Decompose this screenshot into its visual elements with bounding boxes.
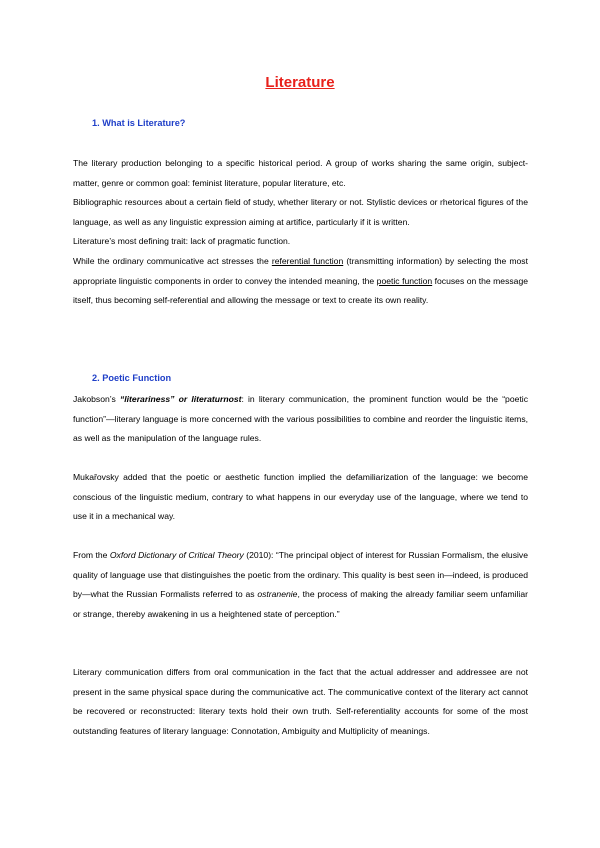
text-run: focuses on the message itself, thus becoming self-referential and allowing the message or text to create its own reality. [73, 275, 528, 306]
referential-function-term: referential function [271, 255, 344, 266]
paragraph: Literature’s most defining trait: lack of pragmatic function. [73, 236, 291, 247]
text-run: While the ordinary communicative act stresses the [73, 255, 272, 266]
section-heading-what-is-literature: 1. What is Literature? [92, 118, 186, 128]
text-run: or [174, 394, 192, 404]
paragraph-literary-communication: Literary communication differs from oral communication in the fact that the actual addresser and addressee are not present in the same physical space during the communicative act. The communicative context of the literary act cannot be recovered or reconstructed: literary texts hold their own truth. Self-referentiality accounts for some of the most outstanding features of literary language: Connotation, Ambiguity and Multiplicity of meanings. [73, 667, 528, 736]
paragraph: The literary production belonging to a specific historical period. A group of works sharing the same origin, subject-matter, genre or common goal: feminist literature, popular literature, etc. [73, 158, 528, 188]
literariness-term: “literariness” [119, 394, 175, 404]
page-title: Literature [265, 74, 335, 91]
paragraph-oxford-quote [73, 546, 528, 624]
text-run: From the [73, 550, 110, 560]
paragraph-mukarovsky: Mukařovsky added that the poetic or aesthetic function implied the defamiliarization of the language: we become conscious of the linguistic medium, contrary to what happens in our everyday use of the language, where we tend to use it in a mechanical way. [73, 472, 528, 522]
section-heading-poetic-function: 2. Poetic Function [92, 373, 172, 383]
source-title: Oxford Dictionary of Critical Theory [109, 550, 244, 560]
text-run: Jakobson’s [73, 394, 120, 404]
text-run: (2010): “The principal object of interest for Russian Formalism, the elusive quality of language use that distinguishes the poetic from the ordinary. This quality is best seen in—indeed, is produced by—what the Russian Formalists referred to as [73, 550, 528, 600]
paragraph [73, 252, 528, 311]
poetic-function-term: poetic function [376, 275, 433, 286]
ostranenie-term: ostranenie [257, 589, 298, 600]
literaturnost-term: literaturnost [191, 394, 242, 404]
text-run: : in literary communication, the prominent function would be the “poetic function”—literary language is more concerned with the various possibilities to combine and reorder the linguistic items, as well as the manipulation of the language rules. [73, 394, 528, 444]
text-run: , the process of making the already familiar seem unfamiliar or strange, thereby awakening in us a heightened state of perception.” [73, 589, 528, 619]
text-run: (transmitting information) by selecting the most appropriate linguistic components in order to convey the intended meaning, the [73, 255, 528, 286]
section1-body [73, 154, 528, 311]
paragraph: Bibliographic resources about a certain field of study, whether literary or not. Stylistic devices or rhetorical figures of the language, as well as any linguistic expression aiming at artifice, particularly if it is written. [73, 197, 528, 227]
paragraph-jakobson [73, 390, 528, 449]
